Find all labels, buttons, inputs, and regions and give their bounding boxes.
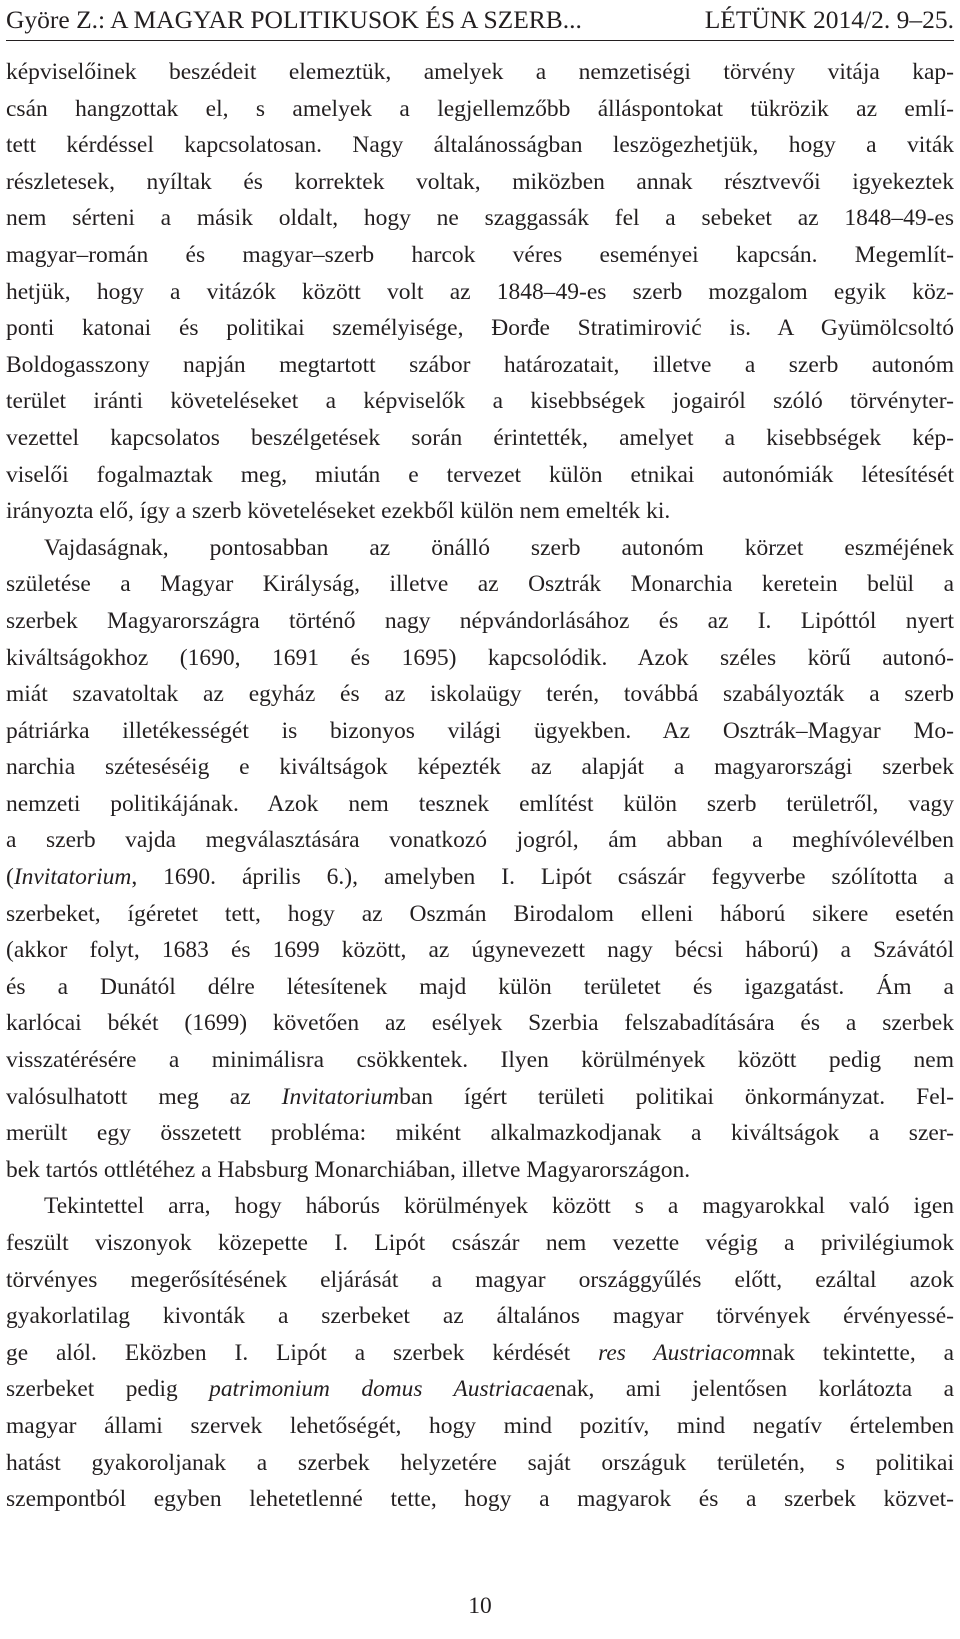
text-line: a szerb vajda megválasztására vonatkozó jogról, ám abban a meghívólevélben [6,827,954,854]
text-line: karlócai békét (1699) követően az esélyek Szerbia felszabadítására és a szerbek [6,1010,954,1037]
text-line: merült egy összetett probléma: miként alkalmazkodjanak a kiváltságok a szer- [6,1120,954,1147]
text-line: pátriárka illetékességét is bizonyos világi ügyekben. Az Osztrák–Magyar Mo- [6,717,954,744]
text-line: hatást gyakoroljanak a szerbek helyzetére saját országuk területén, s politikai [6,1449,954,1476]
text-line: törvényes megerősítésének eljárását a magyar országgyűlés előtt, ezáltal azok [6,1266,954,1293]
running-header-title: Györe Z.: A MAGYAR POLITIKUSOK ÉS A SZERB... [6,5,582,34]
text-line: valósulhatott meg az Invitatoriumban ígért területi politikai önkormányzat. Fel- [6,1083,954,1110]
text-line: Vajdaságnak, pontosabban az önálló szerb autonóm körzet eszméjének [44,534,954,561]
text-line: képviselőinek beszédeit elemeztük, amelyek a nemzetiségi törvény vitája kap- [6,59,954,85]
italic-term: patrimonium domus Austriacae [209,1376,555,1403]
text-line: Boldogasszony napján megtartott szábor határozatait, illetve a szerb autonóm [6,351,954,378]
text-line: és a Dunától délre létesítenek majd külön területet és igazgatást. Ám a [6,973,954,1000]
header-rule [6,40,954,41]
text-line: bek tartós ottlétéhez a Habsburg Monarchiában, illetve Magyarországon. [6,1156,691,1183]
text-line: Tekintettel arra, hogy háborús körülmények között s a magyarokkal való igen [44,1193,954,1220]
italic-term: res Austriacom [598,1339,762,1366]
text-line: magyar állami szervek lehetőségét, hogy mind pozitív, mind negatív értelemben [6,1412,954,1439]
text-line: szempontból egyben lehetetlenné tette, hogy a magyarok és a szerbek közvet- [6,1486,954,1513]
text-line: csán hangzottak el, s amelyek a legjellemzőbb álláspontokat tükrözik az emlí- [6,95,954,122]
running-header [6,4,954,36]
text-line: kiváltságokhoz (1690, 1691 és 1695) kapcsolódik. Azok széles körű autonó- [6,644,954,671]
text-line: gyakorlatilag kivonták a szerbeket az általános magyar törvények érvényessé- [6,1303,954,1330]
text-line: visszatérésére a minimálisra csökkentek. Ilyen körülmények között pedig nem [6,1047,954,1074]
text-line: szerbeket pedig patrimonium domus Austriacaenak, ami jelentősen korlátozta a [6,1376,954,1403]
body-text [6,54,954,1518]
text-line: nem sérteni a másik oldalt, hogy ne szaggassák fel a sebeket az 1848–49-es [6,205,954,232]
text-line: irányozta elő, így a szerb követeléseket ezekből külön nem emelték ki. [6,498,671,525]
text-line: szerbek Magyarországra történő nagy népvándorlásához és az I. Lipóttól nyert [6,607,954,634]
text-line: feszült viszonyok közepette I. Lipót császár nem vezette végig a privilégiumok [6,1230,954,1256]
text-line: (akkor folyt, 1683 és 1699 között, az úgynevezett nagy bécsi háború) a Szávától [6,937,954,964]
text-line: szerbeket, ígéretet tett, hogy az Oszmán Birodalom elleni háború sikere esetén [6,900,954,927]
page-number: 10 [468,1593,492,1619]
text-line: nemzeti politikájának. Azok nem tesznek említést külön szerb területről, vagy [6,790,954,817]
text-line: ge alól. Eközben I. Lipót a szerbek kérdését res Austriacomnak tekintette, a [6,1339,954,1366]
text-line: magyar–román és magyar–szerb harcok véres eseményei kapcsán. Megemlít- [6,241,954,268]
running-header-journal: LÉTÜNK 2014/2. 9–25. [704,5,954,34]
text-line: születése a Magyar Királyság, illetve az Osztrák Monarchia keretein belül a [6,571,954,598]
text-line: vezettel kapcsolatos beszélgetések során érintették, amelyet a kisebbségek kép- [6,424,954,451]
italic-term: Invitatorium [13,864,132,891]
italic-term: Invitatorium [281,1083,400,1110]
text-line: terület iránti követeléseket a képviselők a kisebbségek jogairól szóló törvényter- [6,388,954,415]
text-line: narchia széteséséig e kiváltságok képezték az alapját a magyarországi szerbek [6,754,954,781]
text-line: viselői fogalmaztak meg, miután e tervezet külön etnikai autonómiák létesítését [6,461,954,488]
text-line: miát szavatoltak az egyház és az iskolaügy terén, továbbá szabályozták a szerb [6,681,954,708]
text-line: tett kérdéssel kapcsolatosan. Nagy általánosságban leszögezhetjük, hogy a viták [6,132,954,159]
text-line: hetjük, hogy a vitázók között volt az 1848–49-es szerb mozgalom egyik köz- [6,278,954,305]
text-line: ponti katonai és politikai személyisége, Đorđe Stratimirović is. A Gyümölcsoltó [6,315,954,342]
text-line: (Invitatorium, 1690. április 6.), amelyben I. Lipót császár fegyverbe szólította a [6,864,954,891]
text-line: részletesek, nyíltak és korrektek voltak, miközben annak résztvevői igyekeztek [6,168,954,195]
